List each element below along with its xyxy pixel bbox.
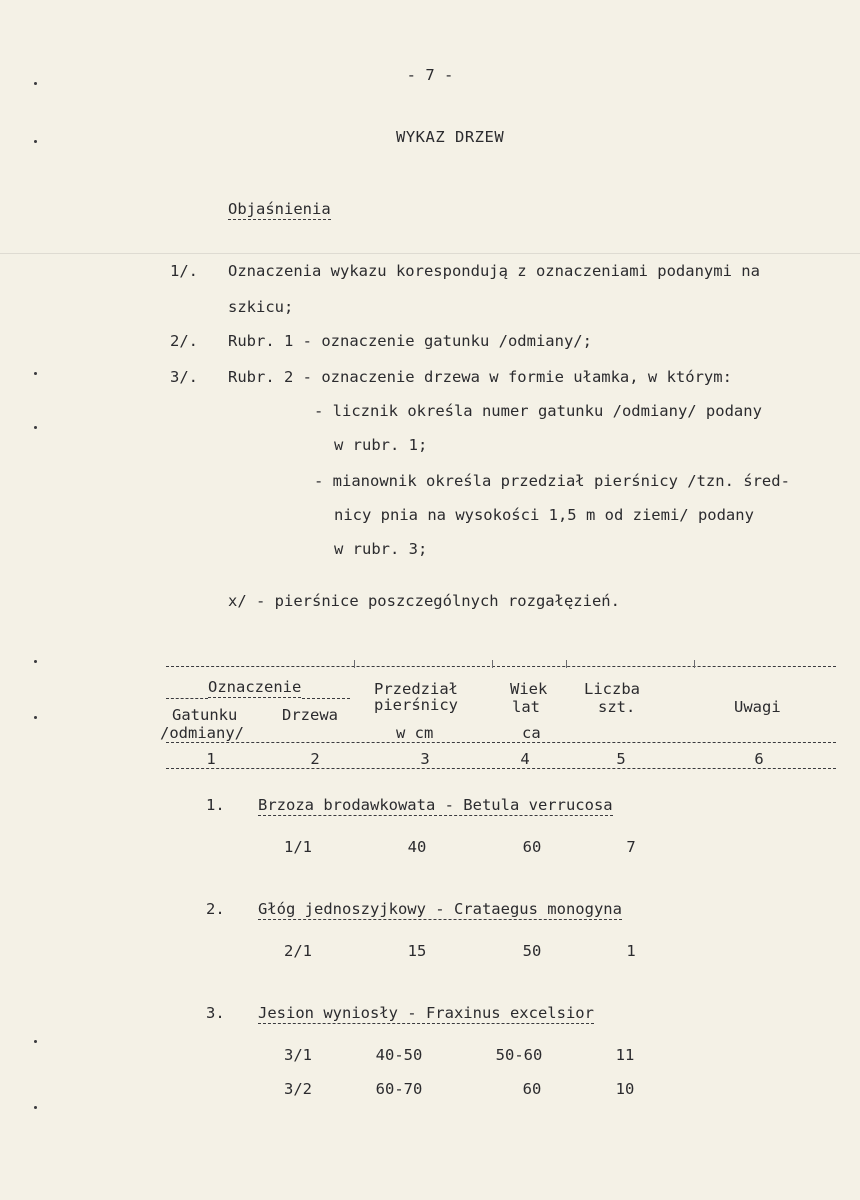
- header-oznaczenie: Oznaczenie: [208, 678, 302, 696]
- column-number: 4: [520, 750, 530, 768]
- note-text: Oznaczenia wykazu korespondują z oznaczeniami podanymi na: [228, 262, 760, 280]
- cell-liczba: 1: [626, 942, 636, 960]
- header-rule-right: [302, 698, 350, 699]
- column-number: 3: [420, 750, 430, 768]
- header-ca: ca: [522, 724, 541, 742]
- margin-mark: [34, 372, 37, 375]
- header-lat: lat: [512, 698, 540, 716]
- cell-przedzial: 40-50: [375, 1046, 423, 1064]
- cell-drzewo: 3/2: [284, 1080, 312, 1098]
- page-number: - 7 -: [406, 66, 454, 84]
- footnote: x/ - pierśnice poszczególnych rozgałęzień.: [228, 592, 620, 610]
- species-name: Jesion wyniosły - Fraxinus excelsior: [258, 1004, 594, 1022]
- header-drzewa: Drzewa: [282, 706, 338, 724]
- note-text: Rubr. 1 - oznaczenie gatunku /odmiany/;: [228, 332, 592, 350]
- column-tick: [694, 660, 695, 668]
- column-number: 5: [616, 750, 626, 768]
- header-wiek: Wiek: [510, 680, 548, 698]
- header-rule-left: [166, 698, 208, 699]
- column-tick: [354, 660, 355, 668]
- header-odmiany: /odmiany/: [160, 724, 244, 742]
- header-szt: szt.: [598, 698, 636, 716]
- margin-mark: [34, 660, 37, 663]
- note-number: 3/.: [170, 368, 198, 386]
- margin-mark: [34, 140, 37, 143]
- header-przedzial: Przedział: [374, 680, 458, 698]
- column-number: 2: [310, 750, 320, 768]
- header-uwagi: Uwagi: [734, 698, 781, 716]
- header-w-cm: w cm: [396, 724, 434, 742]
- cell-liczba: 11: [615, 1046, 635, 1064]
- cell-wiek: 50: [522, 942, 542, 960]
- note-text: - mianownik określa przedział pierśnicy /tzn. śred-: [314, 472, 790, 490]
- cell-przedzial: 60-70: [375, 1080, 423, 1098]
- note-number: 1/.: [170, 262, 198, 280]
- note-text: - licznik określa numer gatunku /odmiany/ podany: [314, 402, 762, 420]
- header-piersnicy: pierśnicy: [374, 696, 458, 714]
- header-liczba: Liczba: [584, 680, 640, 698]
- cell-wiek: 50-60: [495, 1046, 543, 1064]
- species-number: 3.: [206, 1004, 225, 1022]
- margin-mark: [34, 716, 37, 719]
- species-name: Brzoza brodawkowata - Betula verrucosa: [258, 796, 613, 814]
- cell-drzewo: 2/1: [284, 942, 312, 960]
- paper-crease: [0, 253, 860, 254]
- cell-drzewo: 3/1: [284, 1046, 312, 1064]
- header-bottom-rule: [166, 742, 836, 743]
- species-number: 2.: [206, 900, 225, 918]
- margin-mark: [34, 426, 37, 429]
- header-gatunku: Gatunku: [172, 706, 238, 724]
- column-tick: [566, 660, 567, 668]
- note-text: nicy pnia na wysokości 1,5 m od ziemi/ podany: [334, 506, 754, 524]
- page-title: WYKAZ DRZEW: [396, 128, 505, 146]
- note-number: 2/.: [170, 332, 198, 350]
- note-text: szkicu;: [228, 298, 294, 316]
- column-number-rule: [166, 768, 836, 769]
- section-heading: Objaśnienia: [228, 200, 331, 218]
- cell-liczba: 7: [626, 838, 636, 856]
- cell-liczba: 10: [615, 1080, 635, 1098]
- column-tick: [492, 660, 493, 668]
- cell-przedzial: 15: [407, 942, 427, 960]
- margin-mark: [34, 1040, 37, 1043]
- cell-przedzial: 40: [407, 838, 427, 856]
- margin-mark: [34, 1106, 37, 1109]
- note-text: w rubr. 1;: [334, 436, 428, 454]
- cell-drzewo: 1/1: [284, 838, 312, 856]
- species-number: 1.: [206, 796, 225, 814]
- column-number: 6: [754, 750, 764, 768]
- cell-wiek: 60: [522, 1080, 542, 1098]
- margin-mark: [34, 82, 37, 85]
- note-text: Rubr. 2 - oznaczenie drzewa w formie ułamka, w którym:: [228, 368, 732, 386]
- table-top-rule: [166, 666, 836, 667]
- note-text: w rubr. 3;: [334, 540, 428, 558]
- species-name: Głóg jednoszyjkowy - Crataegus monogyna: [258, 900, 622, 918]
- cell-wiek: 60: [522, 838, 542, 856]
- column-number: 1: [206, 750, 216, 768]
